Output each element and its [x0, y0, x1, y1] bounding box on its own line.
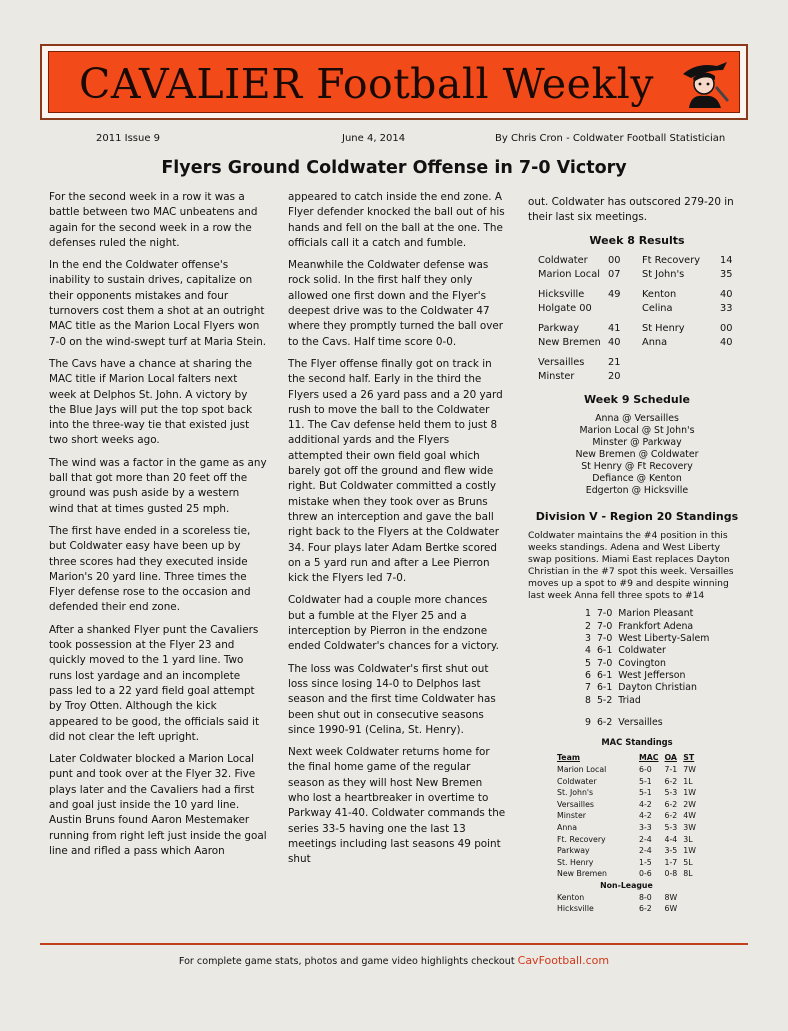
table-row: Parkway 2-4 3-5 1W	[557, 846, 696, 856]
paragraph: appeared to catch inside the end zone. A Flyer defender knocked the ball out of his hands and fell on the ball at the one. The officials call it a catch and fumble.	[288, 191, 505, 249]
sidebar-column	[528, 195, 746, 915]
table-row: 4 6-1 Coldwater	[585, 645, 666, 657]
issue-label: 2011 Issue 9	[96, 133, 161, 144]
table-row: 1 7-0 Marion Pleasant	[585, 608, 694, 620]
table-row: 7 6-1 Dayton Christian	[585, 682, 697, 694]
paragraph: out. Coldwater has outscored 279-20 in their last six meetings.	[528, 196, 734, 224]
mac-standings-table	[554, 752, 699, 914]
footer-text: For complete game stats, photos and game video highlights checkout	[178, 956, 515, 967]
table-row: St. Henry 1-5 1-7 5L	[557, 857, 693, 867]
masthead-banner	[48, 51, 740, 113]
author-line: By Chris Cron - Coldwater Football Statistician	[495, 133, 726, 144]
cavalier-mascot-icon	[677, 56, 731, 108]
paragraph: The first have ended in a scoreless tie, but Coldwater easy have been up by three scores had they executed inside Marion's 20 yard line. Three times the Flyer defense rose to the occasion and defended their end zone.	[49, 524, 251, 614]
footer-divider	[40, 943, 748, 945]
table-row: Kenton 8-0 8W	[557, 892, 678, 902]
paragraph: The Cavs have a chance at sharing the MAC title if Marion Local falters next week at Delphos St. John. A victory by the Blue Jays will put the top spot back into the three-way tie that existed just two short weeks ago.	[49, 357, 253, 447]
mac-standings-title: MAC Standings	[601, 737, 673, 748]
article-column-2	[288, 190, 506, 874]
table-row: Coldwater 5-1 6-2 1L	[557, 776, 693, 786]
table-row: Marion Local 07 St John's 35	[538, 268, 733, 280]
week9-title: Week 9 Schedule	[584, 392, 690, 406]
paragraph: Later Coldwater blocked a Marion Local punt and took over at the Flyer 32. Five plays later and the Cavaliers had a first and goal just inside the 10 yard line. Austin Bruns found Aaron Mestemaker running from right left just inside the goal line and rifled a pass which Aaron	[49, 753, 267, 857]
table-row: Hicksville 6-2 6W	[557, 904, 678, 914]
footer	[0, 954, 788, 967]
table-row: New Bremen 40 Anna 40	[538, 336, 733, 348]
division-note: Coldwater maintains the #4 position in this weeks standings. Adena and West Liberty swap positions. Miami East replaces Dayton Christian in the #7 spot this week. Versailles moves up a spot to #9 and despite winning last week Anna fell three spots to #14	[528, 530, 734, 602]
list-item: Edgerton @ Hicksville	[585, 485, 689, 497]
table-row: 5 7-0 Covington	[585, 657, 666, 669]
table-row: Ft. Recovery 2-4 4-4 3L	[557, 834, 693, 844]
newsletter-title: CAVALIER Football Weekly	[79, 60, 655, 108]
table-row: St. John's 5-1 5-3 1W	[557, 788, 696, 798]
table-row: Holgate 00 Celina 33	[538, 302, 733, 314]
table-row: 8 5-2 Triad	[585, 694, 641, 706]
list-item: Marion Local @ St John's	[579, 425, 695, 437]
table-row: Versailles 4-2 6-2 2W	[557, 799, 696, 809]
list-item: Anna @ Versailles	[595, 413, 679, 425]
paragraph: The Flyer offense finally got on track in the second half. Early in the third the Flyers used a 26 yard pass and a 20 yard rush to move the ball to the Coldwater 11. The Cav defense held them to just 8 additional yards and the Flyers attempted their own field goal which barely got off the ground and flew wide right. But Coldwater committed a costly mistake when they took over as Bruns threw an interception and gave the ball right back to the Flyers at the Coldwater 34. Four plays later Adam Bertke scored on a 5 yard run and after a Lee Pierron kick the Flyers led 7-0.	[288, 357, 503, 585]
paragraph: After a shanked Flyer punt the Cavaliers took possession at the Flyer 23 and quickly moved to the 1 yard line. Two runs lost yardage and an incomplete pass led to a 22 yard field goal attempt by Troy Otten. Although the kick appeared to be good, the officials said it did not clear the left upright.	[49, 623, 260, 743]
table-row: Versailles 21	[538, 356, 621, 368]
table-row: 6 6-1 West Jefferson	[585, 669, 686, 681]
week8-results-table	[536, 254, 734, 384]
week9-schedule	[528, 413, 746, 497]
article-column-1	[49, 190, 267, 866]
table-row: 3 7-0 West Liberty-Salem	[585, 633, 710, 645]
paragraph: For the second week in a row it was a battle between two MAC unbeatens and again for the second week in a row the defenses ruled the night.	[49, 191, 258, 249]
list-item: Defiance @ Kenton	[592, 473, 682, 485]
table-row: Anna 3-3 5-3 3W	[557, 823, 696, 833]
issue-date: June 4, 2014	[342, 133, 406, 144]
paragraph: Next week Coldwater returns home for the final home game of the regular season as they will host New Bremen who lost a heartbreaker in overtime to Parkway 41-40. Coldwater commands the series 33-5 having one the last 13 meetings including last seasons 49 point shut	[288, 746, 506, 866]
masthead	[40, 44, 748, 120]
week8-title: Week 8 Results	[589, 233, 685, 247]
paragraph: Coldwater had a couple more chances but a fumble at the Flyer 25 and a interception by Pierron in the endzone ended Coldwater's chances for a victory.	[288, 594, 499, 653]
list-item: Minster @ Parkway	[592, 437, 682, 449]
cavfootball-link[interactable]: CavFootball.com	[517, 954, 610, 967]
paragraph: Meanwhile the Coldwater defense was rock solid. In the first half they only allowed one first down and the Flyer's deepest drive was to the Coldwater 47 where they promptly turned the ball over to the Cavs. Half time score 0-0.	[288, 259, 504, 348]
list-item: St Henry @ Ft Recovery	[581, 461, 693, 473]
table-row: Minster 4-2 6-2 4W	[557, 811, 696, 821]
table-row: Coldwater 00 Ft Recovery 14	[538, 254, 733, 266]
list-item: New Bremen @ Coldwater	[575, 449, 699, 461]
table-row: Parkway 41 St Henry 00	[538, 322, 733, 334]
table-row: 9 6-2 Versailles	[585, 716, 663, 728]
article-headline: Flyers Ground Coldwater Offense in 7-0 Victory	[161, 158, 627, 178]
table-header-row: Team MAC OA ST	[557, 753, 695, 763]
division-standings-table	[582, 608, 712, 729]
non-league-header: Non-League	[600, 880, 653, 890]
table-row: 2 7-0 Frankfort Adena	[585, 620, 694, 632]
division-title: Division V - Region 20 Standings	[535, 510, 739, 524]
table-row: New Bremen 0-6 0-8 8L	[557, 869, 693, 879]
paragraph: In the end the Coldwater offense's inability to sustain drives, capitalize on their opponents mistakes and four turnovers cost them a shot at an outright MAC title as the Marion Local Flyers won 7-0 on the wind-swept turf at Maria Stein.	[49, 259, 267, 348]
table-row: Minster 20	[538, 370, 621, 382]
table-row: Hicksville 49 Kenton 40	[538, 288, 733, 300]
paragraph: The loss was Coldwater's first shut out loss since losing 14-0 to Delphos last season and the first time Coldwater has been shut out in consecutive seasons since 1990-91 (Celina, St. Henry).	[288, 662, 496, 736]
paragraph: The wind was a factor in the game as any ball that got more than 20 feet off the ground was push aside by a western wind that at times gusted 25 mph.	[49, 456, 267, 515]
table-row: Marion Local 6-0 7-1 7W	[557, 765, 696, 775]
